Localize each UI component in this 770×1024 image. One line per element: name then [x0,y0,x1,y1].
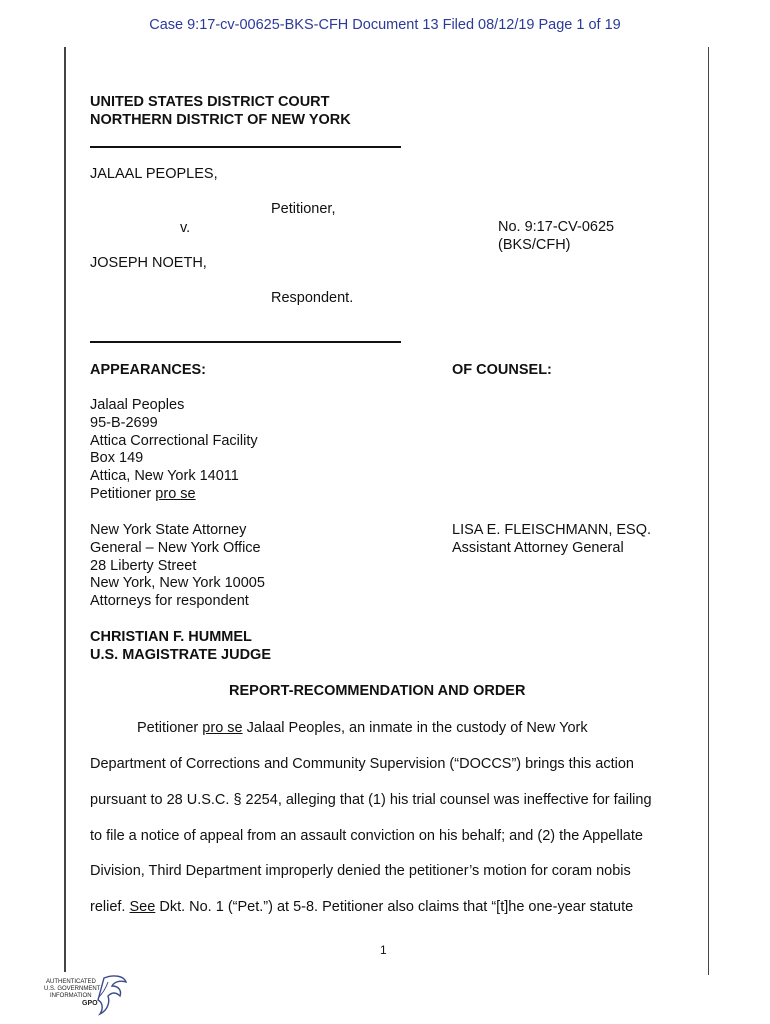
counsel-block [452,522,651,558]
petitioner-din: 95-B-2699 [90,414,158,431]
seal-line-2: U.S. GOVERNMENT [44,986,101,992]
appearances-heading: APPEARANCES: [90,362,207,378]
petitioner-role-prefix: Petitioner [90,485,156,502]
left-margin-line [64,47,66,972]
judge-block [90,629,271,665]
case-number-line-2: (BKS/CFH) [498,236,571,253]
body-line-6 [90,899,633,915]
judge-title: U.S. MAGISTRATE JUDGE [90,646,271,663]
petitioner-address-name: Jalaal Peoples [90,397,185,413]
petitioner-facility: Attica Correctional Facility [90,432,258,449]
respondent-address-line-1: New York State Attorney [90,522,247,538]
petitioner-address-block [90,397,258,504]
page-number: 1 [380,943,387,957]
respondent-address-line-4: New York, New York 10005 [90,575,265,592]
respondent-address-block [90,522,265,611]
body-line-1-start: Petitioner [137,720,203,736]
case-header-stamp: Case 9:17-cv-00625-BKS-CFH Document 13 Filed 08/12/19 Page 1 of 19 [149,17,621,33]
of-counsel-heading: OF COUNSEL: [452,362,552,378]
respondent-name: JOSEPH NOETH, [90,255,207,271]
case-number [498,219,614,255]
court-name [90,94,351,130]
court-line-2: NORTHERN DISTRICT OF NEW YORK [90,111,351,128]
seal-line-3: INFORMATION [50,993,92,999]
body-line-5: Division, Third Department improperly denied the petitioner’s motion for coram nobis [90,863,631,879]
body-line-6-end: Dkt. No. 1 (“Pet.”) at 5-8. Petitioner also claims that “[t]he one-year statute [155,899,634,915]
body-line-1 [137,720,588,736]
case-number-line-1: No. 9:17-CV-0625 [498,219,615,235]
body-line-4: to file a notice of appeal from an assault conviction on his behalf; and (2) the Appellate [90,828,643,844]
petitioner-role: Petitioner, [271,201,336,217]
respondent-role: Respondent. [271,290,354,306]
caption-rule-top [90,146,401,148]
body-line-6-start: relief. [90,899,130,915]
counsel-name: LISA E. FLEISCHMANN, ESQ. [452,522,652,538]
document-title: REPORT-RECOMMENDATION AND ORDER [229,683,526,699]
body-pro-se-term: pro se [202,720,243,736]
respondent-address-line-5: Attorneys for respondent [90,593,249,610]
seal-line-1: AUTHENTICATED [46,979,96,985]
petitioner-box: Box 149 [90,450,144,467]
petitioner-name: JALAAL PEOPLES, [90,166,218,182]
pro-se-term: pro se [155,485,196,502]
respondent-address-line-2: General – New York Office [90,539,261,556]
see-signal: See [129,899,156,915]
body-line-2: Department of Corrections and Community Supervision (“DOCCS”) brings this action [90,756,634,772]
caption-rule-bottom [90,341,401,343]
counsel-title: Assistant Attorney General [452,539,624,556]
petitioner-city: Attica, New York 14011 [90,468,239,485]
body-line-1-end: Jalaal Peoples, an inmate in the custody of New York [242,720,588,736]
seal-mark: GPO [82,1000,98,1007]
court-line-1: UNITED STATES DISTRICT COURT [90,94,330,110]
gpo-authentication-seal [42,972,134,1018]
body-line-3: pursuant to 28 U.S.C. § 2254, alleging that (1) his trial counsel was ineffective for failing [90,792,652,808]
judge-name: CHRISTIAN F. HUMMEL [90,629,252,645]
right-margin-line [708,47,709,975]
versus: v. [180,220,191,236]
respondent-address-line-3: 28 Liberty Street [90,557,197,574]
petitioner-role-line [90,486,258,504]
